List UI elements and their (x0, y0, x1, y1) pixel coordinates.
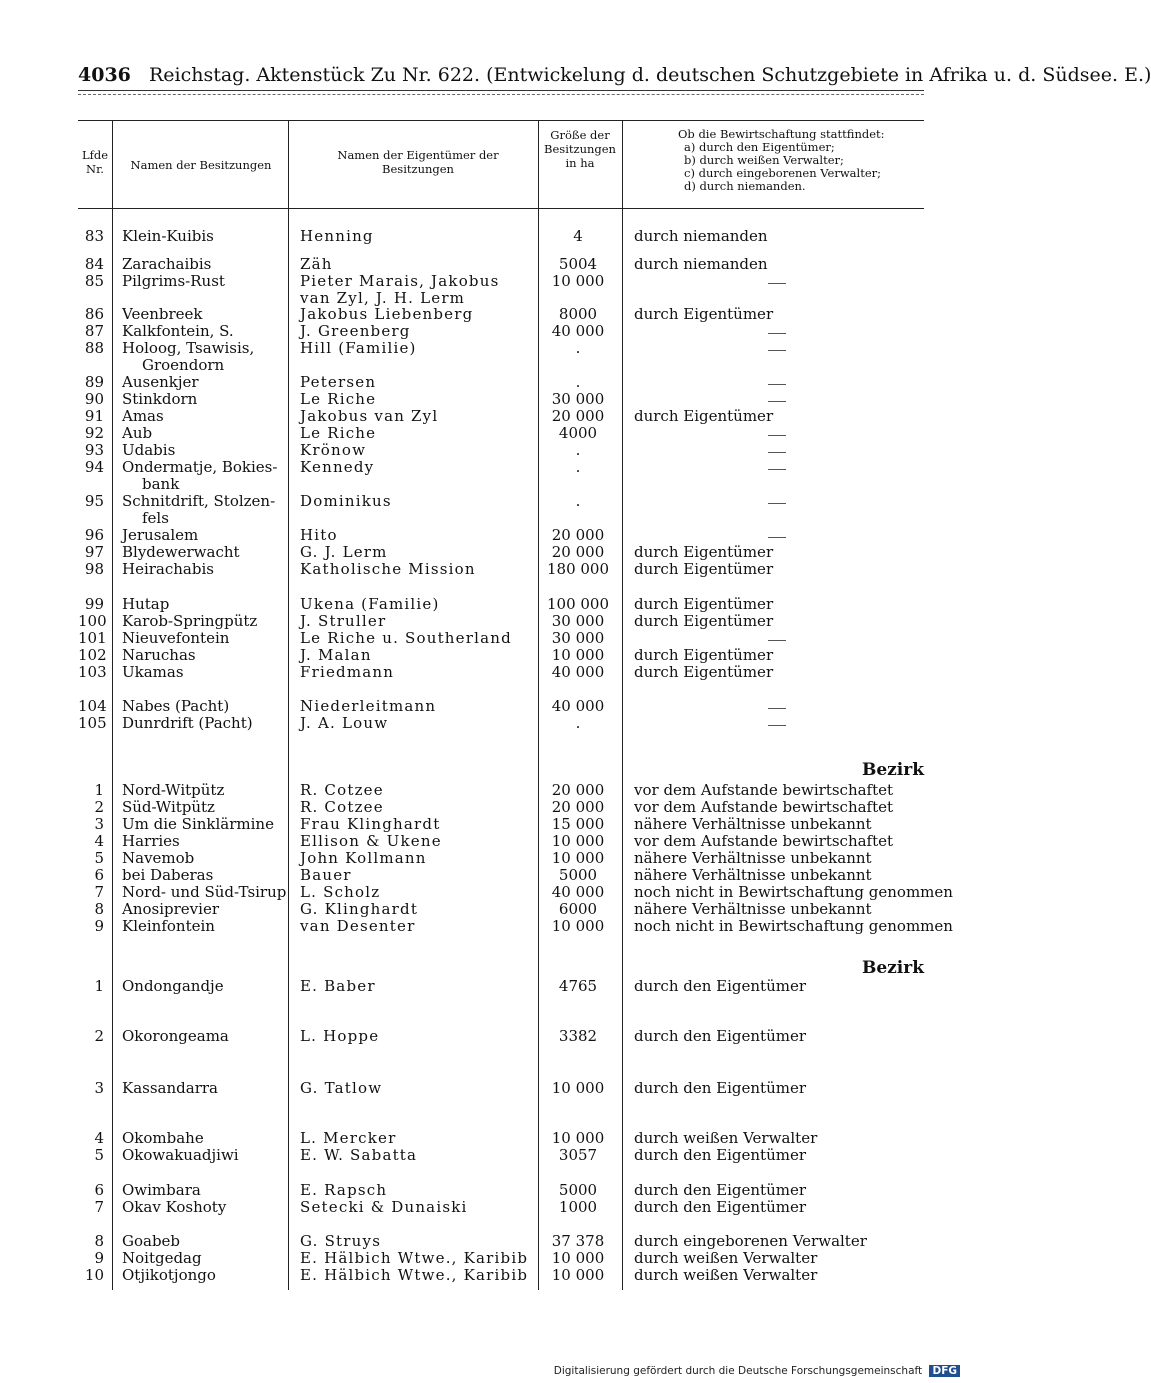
owner-name: Setecki & Dunaiski (300, 1198, 468, 1216)
estate-name: Navemob (122, 849, 195, 867)
owner-name: Niederleitmann (300, 697, 437, 715)
management-option: a) durch den Eigentümer; (684, 140, 835, 154)
owner-name: R. Cotzee (300, 798, 384, 816)
owner-name: John Kollmann (300, 849, 427, 867)
row-number: 6 (94, 866, 104, 884)
owner-name: J. Struller (300, 612, 387, 630)
estate-name: Süd-Witpütz (122, 798, 215, 816)
estate-size: 4000 (558, 424, 598, 442)
management-status: vor dem Aufstande bewirtschaftet (634, 798, 894, 816)
estate-name: Ausenkjer (122, 373, 199, 391)
no-entry-dash (768, 384, 786, 385)
management-status: durch den Eigentümer (634, 1146, 807, 1164)
owner-name: Dominikus (300, 492, 392, 510)
table-header-rule (78, 208, 924, 209)
management-status: noch nicht in Bewirtschaftung genommen (634, 917, 953, 935)
column-divider (112, 120, 113, 1290)
row-number: 89 (84, 373, 104, 391)
management-status: durch den Eigentümer (634, 1198, 807, 1216)
estate-size: 20 000 (551, 543, 605, 561)
owner-name: Jakobus van Zyl (300, 407, 439, 425)
no-entry-dash (768, 401, 786, 402)
estate-size: 6000 (558, 900, 598, 918)
management-status: durch Eigentümer (634, 407, 774, 425)
estate-size: 180 000 (546, 560, 610, 578)
estate-size: 10 000 (551, 849, 605, 867)
no-entry-dash (768, 708, 786, 709)
owner-name: Jakobus Liebenberg (300, 305, 474, 323)
estate-name: Amas (122, 407, 164, 425)
estate-size: 10 000 (551, 272, 605, 290)
row-number: 7 (94, 1198, 104, 1216)
header-rule-dashed (78, 94, 924, 95)
estate-name: Nord- und Süd-Tsirup (122, 883, 287, 901)
owner-name: Le Riche (300, 390, 377, 408)
bezirk-label: Bezirk (861, 760, 924, 780)
row-number: 5 (94, 849, 104, 867)
owner-name: J. Malan (300, 646, 372, 664)
estate-name: Nord-Witpütz (122, 781, 225, 799)
row-number: 2 (94, 1027, 104, 1045)
management-status: durch weißen Verwalter (634, 1249, 818, 1267)
management-status: durch den Eigentümer (634, 977, 807, 995)
row-number: 1 (94, 977, 104, 995)
management-status: durch Eigentümer (634, 305, 774, 323)
owner-name: R. Cotzee (300, 781, 384, 799)
estate-name: Owimbara (122, 1181, 201, 1199)
management-status: vor dem Aufstande bewirtschaftet (634, 832, 894, 850)
estate-table (78, 120, 953, 1310)
dfg-logo: DFG (929, 1365, 960, 1377)
estate-size: 20 000 (551, 526, 605, 544)
estate-size: 5004 (558, 255, 598, 273)
estate-size: . (575, 339, 581, 357)
row-number: 84 (84, 255, 104, 273)
owner-name: G. J. Lerm (300, 543, 388, 561)
footer-text: Digitalisierung gefördert durch die Deutsche Forschungsgemeinschaft (553, 1365, 923, 1377)
estate-size: 100 000 (546, 595, 610, 613)
row-number: 7 (94, 883, 104, 901)
management-status: durch eingeborenen Verwalter (634, 1232, 867, 1250)
owner-name: E. Baber (300, 977, 376, 995)
estate-name: Otjikotjongo (122, 1266, 216, 1284)
owner-name: Krönow (300, 441, 367, 459)
estate-name: Nabes (Pacht) (122, 697, 230, 715)
estate-name: Kleinfontein (122, 917, 215, 935)
estate-name: Pilgrims-Rust (122, 272, 225, 290)
estate-size: 40 000 (551, 322, 605, 340)
management-status: durch Eigentümer (634, 560, 774, 578)
owner-name-continued: van Zyl, J. H. Lerm (300, 289, 466, 307)
management-status: nähere Verhältnisse unbekannt (634, 900, 872, 918)
owner-name: E. Hälbich Wtwe., Karibib (300, 1266, 529, 1284)
no-entry-dash (768, 469, 786, 470)
owner-name: Le Riche (300, 424, 377, 442)
management-heading: Ob die Bewirtschaftung stattfindet: (678, 127, 885, 141)
column-divider (622, 120, 623, 1290)
estate-size: 10 000 (551, 1266, 605, 1284)
owner-name: Friedmann (300, 663, 395, 681)
estate-size: 3057 (558, 1146, 598, 1164)
estate-size: . (575, 714, 581, 732)
row-number: 103 (78, 663, 107, 681)
row-number: 96 (84, 526, 104, 544)
no-entry-dash (768, 452, 786, 453)
estate-size: 5000 (558, 1181, 598, 1199)
estate-size: 5000 (558, 866, 598, 884)
owner-name: E. W. Sabatta (300, 1146, 418, 1164)
estate-name: Hutap (122, 595, 170, 613)
estate-size: 40 000 (551, 883, 605, 901)
no-entry-dash (768, 435, 786, 436)
estate-name: Aub (122, 424, 153, 442)
owner-name: Katholische Mission (300, 560, 476, 578)
estate-size: 20 000 (551, 407, 605, 425)
no-entry-dash (768, 725, 786, 726)
bezirk-label: Bezirk (861, 958, 924, 978)
estate-name: Noitgedag (122, 1249, 202, 1267)
management-status: nähere Verhältnisse unbekannt (634, 815, 872, 833)
row-number: 105 (78, 714, 107, 732)
estate-name: Holoog, Tsawisis, (122, 339, 255, 357)
estate-size: 40 000 (551, 663, 605, 681)
estate-name: Schnitdrift, Stolzen- (122, 492, 276, 510)
column-header-nr: Lfde Nr. (81, 148, 109, 176)
column-header-owner: Namen der Eigentümer der Besitzungen (337, 148, 499, 176)
row-number: 92 (84, 424, 104, 442)
management-status: nähere Verhältnisse unbekannt (634, 849, 872, 867)
table-top-rule (78, 120, 924, 121)
estate-name: Veenbreek (122, 305, 203, 323)
column-header-management (678, 128, 885, 193)
row-number: 93 (84, 441, 104, 459)
owner-name: G. Struys (300, 1232, 382, 1250)
estate-name: Okowakuadjiwi (122, 1146, 239, 1164)
estate-name-continued: bank (142, 475, 180, 493)
row-number: 97 (84, 543, 104, 561)
no-entry-dash (768, 640, 786, 641)
row-number: 9 (94, 917, 104, 935)
owner-name: J. Greenberg (300, 322, 411, 340)
management-status: durch den Eigentümer (634, 1079, 807, 1097)
estate-name: Kassandarra (122, 1079, 218, 1097)
column-header-name: Namen der Besitzungen (130, 158, 272, 172)
row-number: 90 (84, 390, 104, 408)
owner-name: G. Tatlow (300, 1079, 383, 1097)
page-number: 4036 (78, 64, 131, 86)
estate-size: 20 000 (551, 798, 605, 816)
owner-name: Le Riche u. Southerland (300, 629, 512, 647)
management-status: durch weißen Verwalter (634, 1129, 818, 1147)
row-number: 98 (84, 560, 104, 578)
row-number: 1 (94, 781, 104, 799)
management-status: durch Eigentümer (634, 612, 774, 630)
estate-size: 8000 (558, 305, 598, 323)
owner-name: L. Scholz (300, 883, 381, 901)
row-number: 91 (84, 407, 104, 425)
estate-size: 10 000 (551, 646, 605, 664)
owner-name: L. Mercker (300, 1129, 397, 1147)
estate-name: Stinkdorn (122, 390, 198, 408)
estate-size: 4 (573, 227, 583, 245)
row-number: 8 (94, 1232, 104, 1250)
estate-size: 15 000 (551, 815, 605, 833)
row-number: 102 (78, 646, 107, 664)
owner-name: van Desenter (300, 917, 416, 935)
estate-size: 37 378 (551, 1232, 605, 1250)
owner-name: Henning (300, 227, 374, 245)
estate-size: 30 000 (551, 612, 605, 630)
no-entry-dash (768, 537, 786, 538)
row-number: 85 (84, 272, 104, 290)
no-entry-dash (768, 333, 786, 334)
page-header (78, 64, 1151, 86)
management-option: c) durch eingeborenen Verwalter; (684, 166, 881, 180)
estate-name: Okorongeama (122, 1027, 229, 1045)
estate-name: Okombahe (122, 1129, 204, 1147)
estate-size: 10 000 (551, 1249, 605, 1267)
estate-name: Ondongandje (122, 977, 224, 995)
management-status: durch Eigentümer (634, 543, 774, 561)
estate-name: Goabeb (122, 1232, 181, 1250)
estate-name: Udabis (122, 441, 176, 459)
row-number: 83 (84, 227, 104, 245)
row-number: 3 (94, 1079, 104, 1097)
estate-name-continued: Groendorn (142, 356, 225, 374)
estate-size: 30 000 (551, 629, 605, 647)
estate-name: Harries (122, 832, 180, 850)
management-status: durch Eigentümer (634, 663, 774, 681)
management-status: vor dem Aufstande bewirtschaftet (634, 781, 894, 799)
estate-size: . (575, 373, 581, 391)
estate-size: 10 000 (551, 1079, 605, 1097)
row-number: 8 (94, 900, 104, 918)
estate-name: Ondermatje, Bokies- (122, 458, 278, 476)
row-number: 4 (94, 832, 104, 850)
owner-name: Kennedy (300, 458, 375, 476)
management-status: durch niemanden (634, 227, 768, 245)
row-number: 5 (94, 1146, 104, 1164)
estate-name: Anosiprevier (122, 900, 219, 918)
estate-name: Um die Sinklärmine (122, 815, 274, 833)
estate-name: Karob-Springpütz (122, 612, 258, 630)
estate-name: Heirachabis (122, 560, 214, 578)
estate-size: 10 000 (551, 917, 605, 935)
management-option: d) durch niemanden. (684, 179, 806, 193)
page-title: Reichstag. Aktenstück Zu Nr. 622. (Entwickelung d. deutschen Schutzgebiete in Afrika u. d. Südsee. E.) (148, 64, 1151, 86)
owner-name: E. Hälbich Wtwe., Karibib (300, 1249, 529, 1267)
row-number: 86 (84, 305, 104, 323)
estate-name: Nieuvefontein (122, 629, 230, 647)
management-status: durch Eigentümer (634, 646, 774, 664)
row-number: 6 (94, 1181, 104, 1199)
owner-name: Hill (Familie) (300, 339, 417, 357)
estate-name: Okav Koshoty (122, 1198, 227, 1216)
management-status: noch nicht in Bewirtschaftung genommen (634, 883, 953, 901)
row-number: 10 (84, 1266, 104, 1284)
row-number: 3 (94, 815, 104, 833)
estate-size: 10 000 (551, 832, 605, 850)
estate-size: 1000 (558, 1198, 598, 1216)
estate-name-continued: fels (142, 509, 169, 527)
management-status: nähere Verhältnisse unbekannt (634, 866, 872, 884)
estate-size: . (575, 458, 581, 476)
owner-name: J. A. Louw (300, 714, 389, 732)
management-status: durch niemanden (634, 255, 768, 273)
owner-name: Zäh (300, 255, 333, 273)
no-entry-dash (768, 283, 786, 284)
estate-name: Kalkfontein, S. (122, 322, 234, 340)
management-status: durch den Eigentümer (634, 1181, 807, 1199)
estate-size: 30 000 (551, 390, 605, 408)
owner-name: Ukena (Familie) (300, 595, 440, 613)
row-number: 104 (78, 697, 107, 715)
header-rule (78, 90, 924, 91)
owner-name: Hito (300, 526, 338, 544)
row-number: 87 (84, 322, 104, 340)
estate-name: Ukamas (122, 663, 184, 681)
management-options (678, 141, 885, 193)
owner-name: Ellison & Ukene (300, 832, 442, 850)
estate-size: 4765 (558, 977, 598, 995)
owner-name: Bauer (300, 866, 352, 884)
owner-name: Frau Klinghardt (300, 815, 441, 833)
estate-size: 40 000 (551, 697, 605, 715)
estate-size: 3382 (558, 1027, 598, 1045)
row-number: 99 (84, 595, 104, 613)
estate-name: bei Daberas (122, 866, 214, 884)
management-status: durch den Eigentümer (634, 1027, 807, 1045)
estate-size: 20 000 (551, 781, 605, 799)
management-option: b) durch weißen Verwalter; (684, 153, 844, 167)
row-number: 95 (84, 492, 104, 510)
row-number: 4 (94, 1129, 104, 1147)
row-number: 88 (84, 339, 104, 357)
management-status: durch Eigentümer (634, 595, 774, 613)
estate-name: Naruchas (122, 646, 196, 664)
row-number: 100 (78, 612, 107, 630)
owner-name: L. Hoppe (300, 1027, 380, 1045)
column-divider (288, 120, 289, 1290)
no-entry-dash (768, 350, 786, 351)
estate-name: Blydewerwacht (122, 543, 240, 561)
estate-size: 10 000 (551, 1129, 605, 1147)
row-number: 94 (84, 458, 104, 476)
estate-name: Zarachaibis (122, 255, 212, 273)
owner-name: Pieter Marais, Jakobus (300, 272, 500, 290)
estate-name: Klein-Kuibis (122, 227, 214, 245)
estate-name: Jerusalem (122, 526, 199, 544)
row-number: 2 (94, 798, 104, 816)
row-number: 9 (94, 1249, 104, 1267)
footer-credit (554, 1365, 960, 1377)
no-entry-dash (768, 503, 786, 504)
row-number: 101 (78, 629, 107, 647)
owner-name: E. Rapsch (300, 1181, 388, 1199)
column-header-size: Größe der Besitzungen in ha (544, 128, 616, 170)
management-status: durch weißen Verwalter (634, 1266, 818, 1284)
estate-size: . (575, 441, 581, 459)
owner-name: Petersen (300, 373, 377, 391)
owner-name: G. Klinghardt (300, 900, 419, 918)
estate-name: Dunrdrift (Pacht) (122, 714, 253, 732)
estate-size: . (575, 492, 581, 510)
